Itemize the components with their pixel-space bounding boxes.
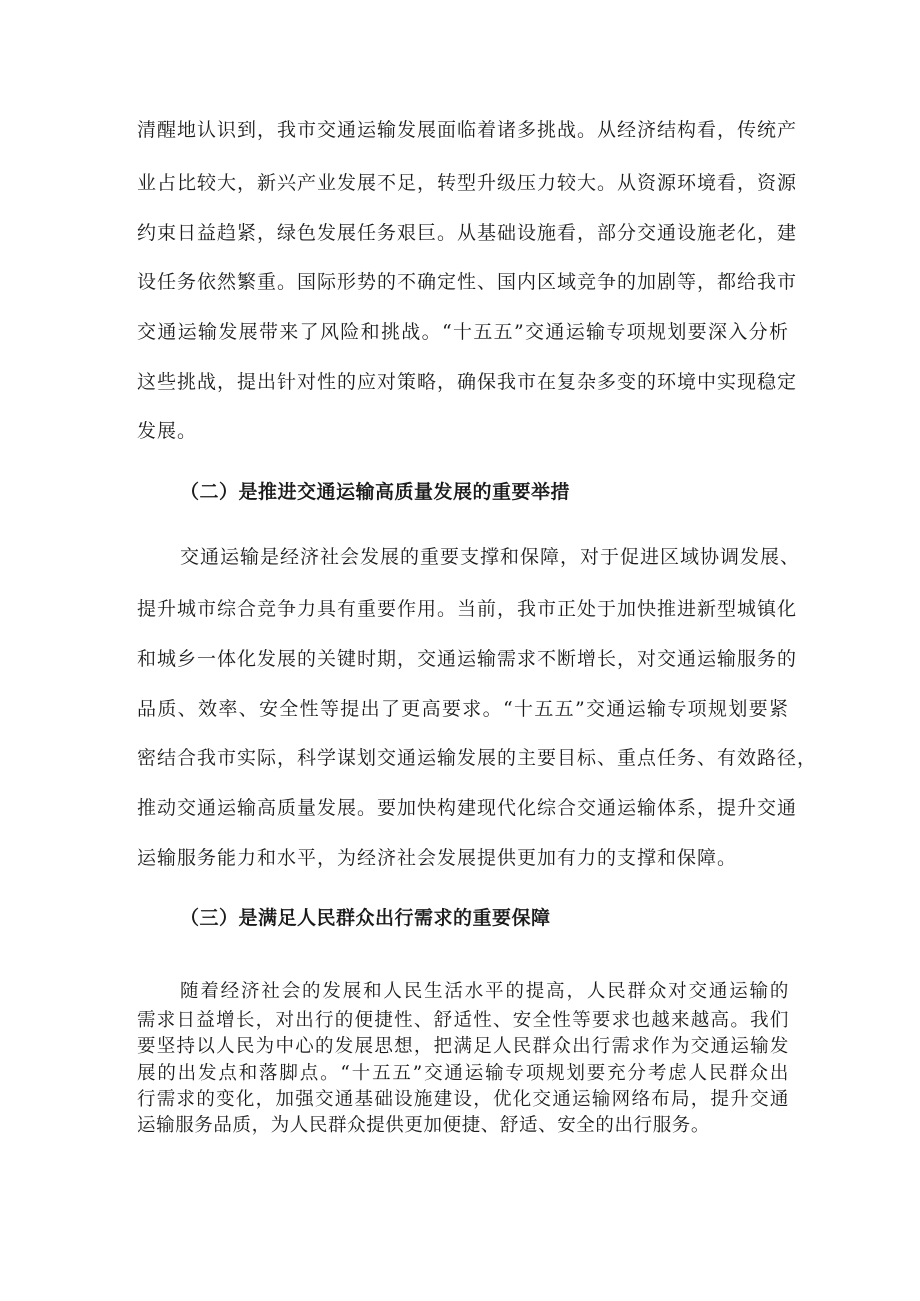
- section-heading-2: （二）是推进交通运输高质量发展的重要举措: [180, 481, 571, 503]
- text-line: 和城乡一体化发展的关键时期，交通运输需求不断增长，对交通运输服务的: [137, 648, 798, 670]
- text-line: 运输服务能力和水平，为经济社会发展提供更加有力的支撑和保障。: [137, 847, 738, 869]
- text-line: 发展。: [137, 420, 198, 442]
- text-line: 业占比较大，新兴产业发展不足，转型升级压力较大。从资源环境看，资源: [137, 172, 798, 194]
- text-line: 展的出发点和落脚点。“十五五”交通运输专项规划要充分考虑人民群众出: [137, 1063, 789, 1084]
- text-line: 密结合我市实际，科学谋划交通运输发展的主要目标、重点任务、有效路径，: [137, 747, 818, 769]
- text-line: 交通运输是经济社会发展的重要支撑和保障，对于促进区域协调发展、: [180, 546, 801, 568]
- text-line: 交通运输发展带来了风险和挑战。“十五五”交通运输专项规划要深入分析: [137, 321, 789, 343]
- text-line: 行需求的变化，加强交通基础设施建设，优化交通运输网络布局，提升交通: [137, 1089, 789, 1110]
- text-line: 提升城市综合竞争力具有重要作用。当前，我市正处于加快推进新型城镇化: [137, 598, 798, 620]
- text-line: 要坚持以人民为中心的发展思想，把满足人民群众出行需求作为交通运输发: [137, 1036, 789, 1057]
- text-line: 约束日益趋紧，绿色发展任务艰巨。从基础设施看，部分交通设施老化，建: [137, 222, 798, 244]
- text-line: 设任务依然繁重。国际形势的不确定性、国内区域竞争的加剧等，都给我市: [137, 271, 798, 293]
- text-line: 需求日益增长，对出行的便捷性、舒适性、安全性等要求也越来越高。我们: [137, 1010, 789, 1031]
- text-line: 这些挑战，提出针对性的应对策略，确保我市在复杂多变的环境中实现稳定: [137, 371, 798, 393]
- text-line: 随着经济社会的发展和人民生活水平的提高，人民群众对交通运输的: [180, 981, 789, 1002]
- text-line: 推动交通运输高质量发展。要加快构建现代化综合交通运输体系，提升交通: [137, 797, 798, 819]
- text-line: 运输服务品质，为人民群众提供更加便捷、舒适、安全的出行服务。: [137, 1115, 711, 1136]
- text-line: 品质、效率、安全性等提出了更高要求。“十五五”交通运输专项规划要紧: [137, 698, 789, 720]
- section-heading-3: （三）是满足人民群众出行需求的重要保障: [180, 907, 551, 929]
- text-line: 清醒地认识到，我市交通运输发展面临着诸多挑战。从经济结构看，传统产: [137, 119, 798, 141]
